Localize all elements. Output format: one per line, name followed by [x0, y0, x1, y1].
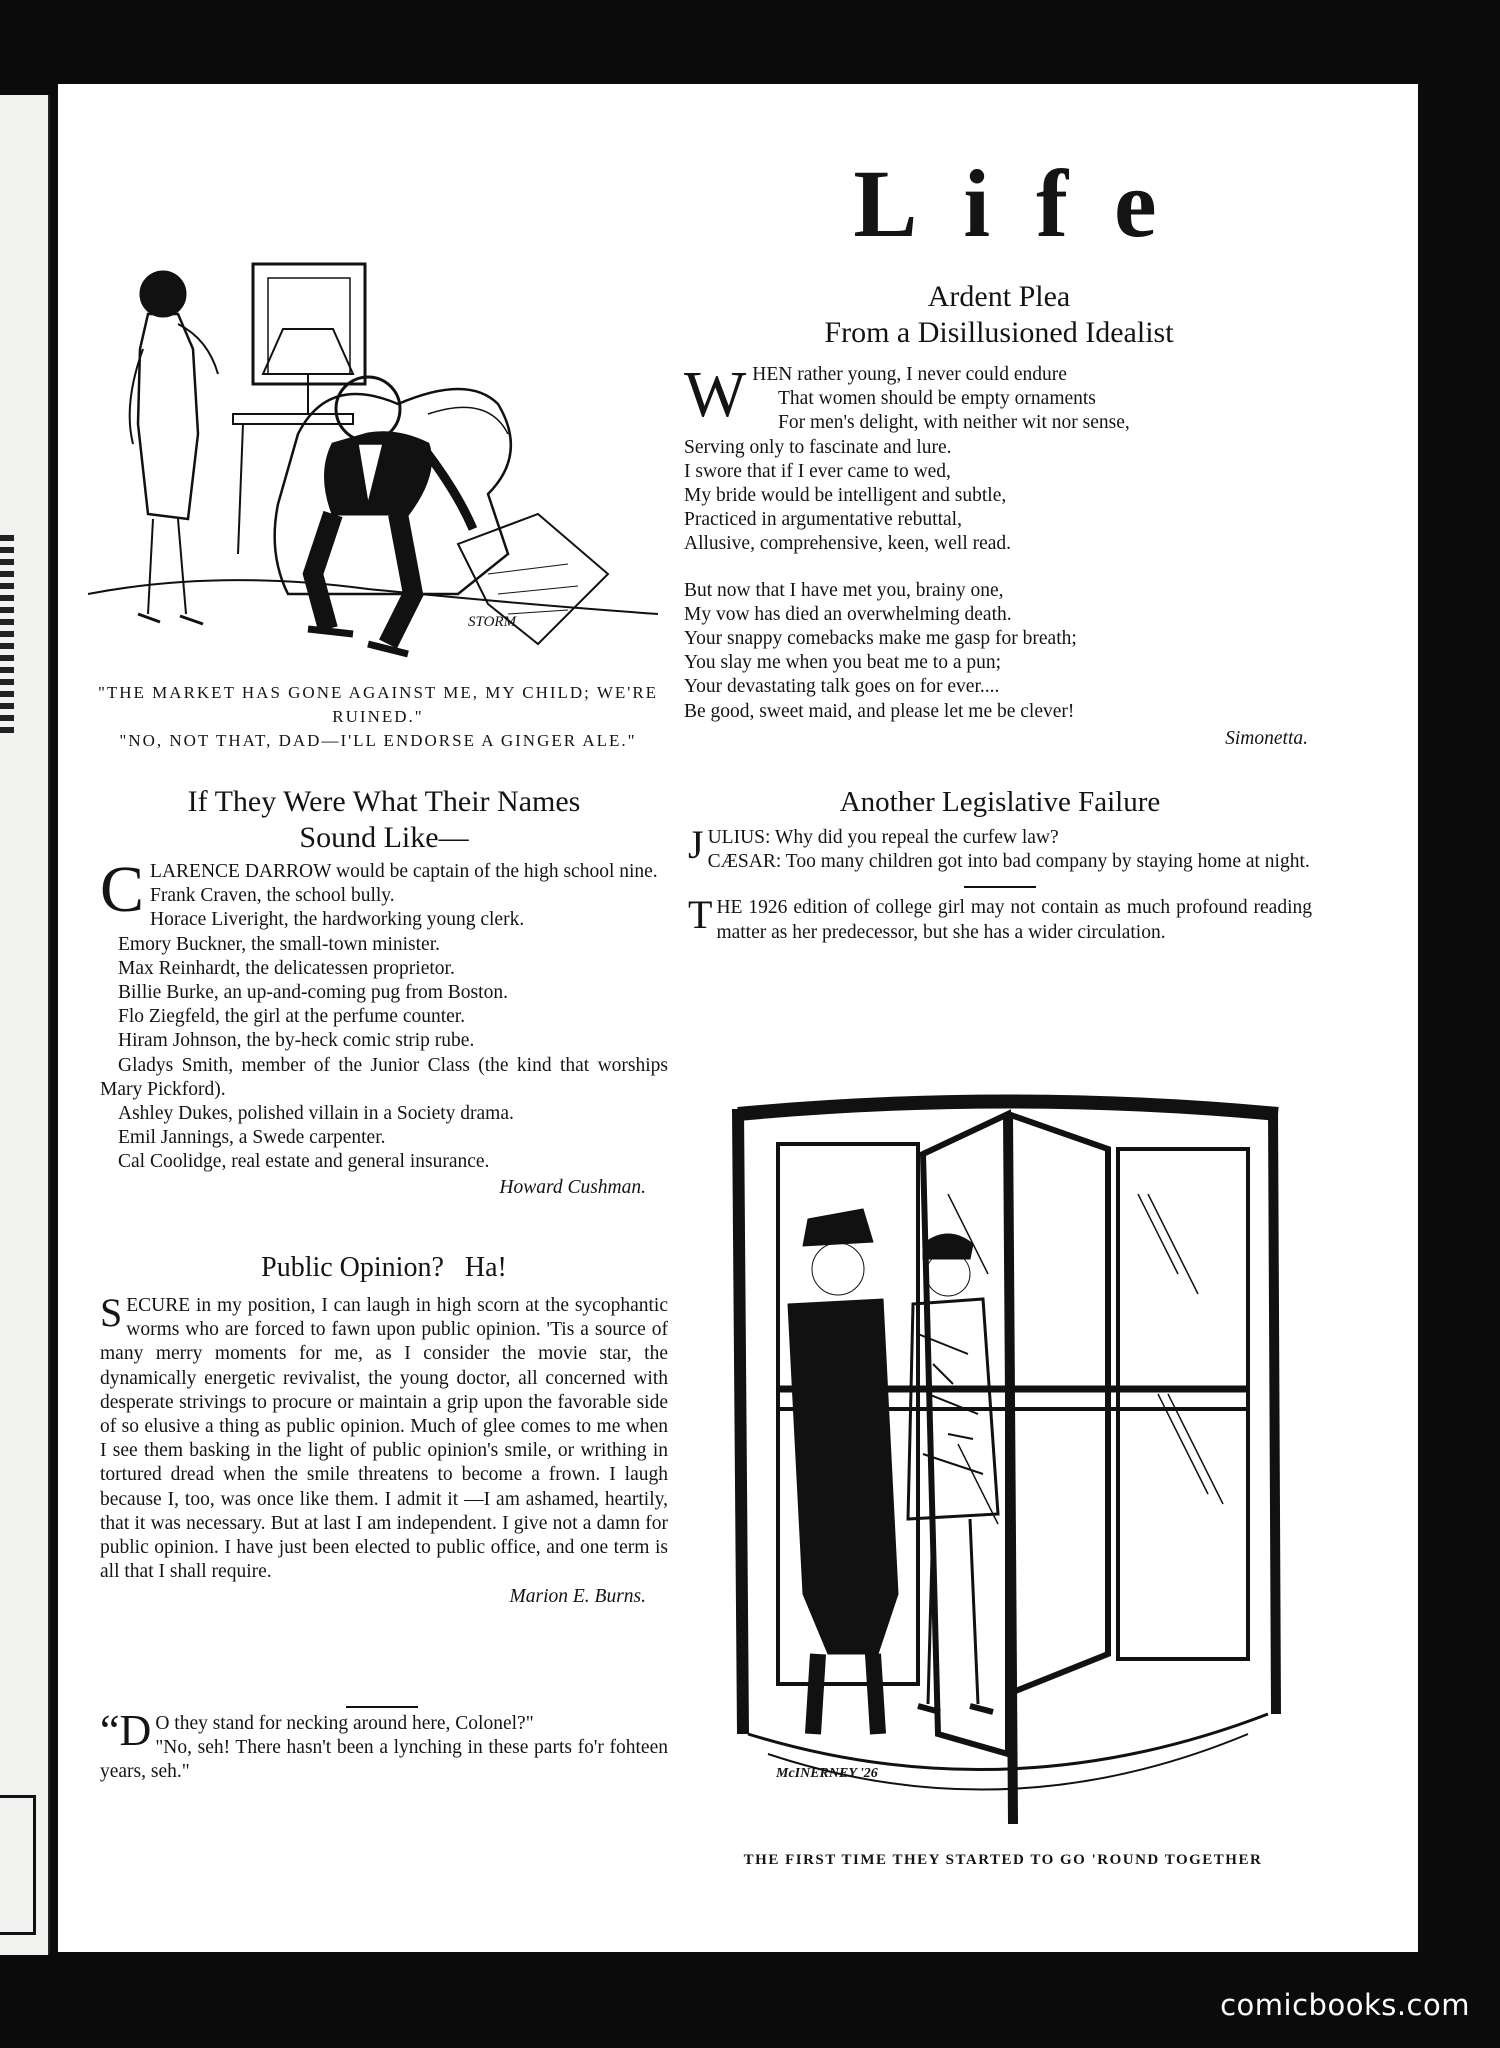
- divider: [346, 1706, 418, 1708]
- verse-line: Practiced in argumentative rebuttal,: [684, 509, 962, 531]
- opinion-article: [100, 1250, 668, 1610]
- names-signature: Howard Cushman.: [499, 1176, 646, 1198]
- dialogue-line: CÆSAR: Too many children got into bad company by staying home at night.: [707, 851, 1310, 873]
- adjacent-page-frame: [0, 1795, 36, 1935]
- dialogue-line: ULIUS: Why did you repeal the curfew law?: [707, 827, 1059, 848]
- opinion-text: [100, 1290, 668, 1584]
- list-item: Emil Jannings, a Swede carpenter.: [118, 1127, 386, 1149]
- verse-line: But now that I have met you, brainy one,: [684, 579, 1004, 601]
- college-text: [688, 892, 1312, 944]
- poem-subtitle: From a Disillusioned Idealist: [824, 316, 1174, 349]
- list-item: Horace Liveright, the hardworking young clerk.: [150, 909, 525, 931]
- verse-line: My vow has died an overwhelming death.: [684, 603, 1012, 625]
- names-list: [100, 853, 668, 1175]
- poem-stanza-1: [684, 358, 1314, 557]
- names-title: If They Were What Their Names: [187, 785, 581, 818]
- verse-line: HEN rather young, I never could endure: [752, 364, 1067, 385]
- list-item: Emory Buckner, the small-town minister.: [118, 933, 440, 955]
- cartoon-signature: STORM: [468, 614, 517, 630]
- dialogue-line: O they stand for necking around here, Colonel?": [155, 1713, 534, 1734]
- list-item: Max Reinhardt, the delicatessen proprietor.: [118, 957, 455, 979]
- poem-signature: Simonetta.: [1225, 727, 1308, 749]
- opinion-paragraph: ECURE in my position, I can laugh in high scorn at the sycophantic worms who are forced to fawn upon public opinion. 'Tis a source of many merry moments for me, as I consider the movie star, the dynamically energetic revivalist, the young doctor, all concerned with desperate strivings to procure or maintain a grip upon the favorable side of so elusive a thing as public opinion. Much of glee comes to me when I see them basking in the light of public opinion's smile, or writhing in tortured dread when the smile threatens to become a frown. I laugh because I, too, was once like them. I admit it —I am ashamed, heartily, that it was necessary. But at last I am independent. I give not a damn for public opinion. I have just been elected to public office, and one term is all that I shall require.: [100, 1295, 668, 1583]
- list-item: Frank Craven, the school bully.: [150, 885, 395, 907]
- drop-cap: S: [100, 1290, 123, 1335]
- verse-line: My bride would be intelligent and subtle,: [684, 485, 1007, 507]
- adjacent-page-edge: [0, 95, 50, 1955]
- poem-title: Ardent Plea: [927, 280, 1071, 313]
- opinion-title: Public Opinion? Ha!: [261, 1252, 507, 1283]
- list-item: Billie Burke, an up-and-coming pug from Boston.: [118, 982, 508, 1004]
- revolving-door-cartoon: [708, 1094, 1298, 1844]
- revolving-door-caption: THE FIRST TIME THEY STARTED TO GO 'ROUND TOGETHER: [743, 1852, 1263, 1868]
- site-watermark: comicbooks.com: [1220, 1988, 1470, 2022]
- verse-line: Be good, sweet maid, and please let me be clever!: [684, 700, 1075, 722]
- drop-cap: W: [684, 358, 747, 431]
- caption-line: "NO, NOT THAT, DAD—I'LL ENDORSE A GINGER ALE.": [119, 731, 637, 750]
- verse-line: Serving only to fascinate and lure.: [684, 436, 952, 458]
- cartoon-signature: McINERNEY '26: [776, 1766, 878, 1781]
- verse-line: Your snappy comebacks make me gasp for breath;: [684, 628, 1077, 650]
- market-cartoon-caption: [88, 681, 668, 753]
- legislative-title: Another Legislative Failure: [839, 786, 1161, 818]
- college-paragraph: HE 1926 edition of college girl may not contain as much profound reading matter as her predecessor, but she has a wider circulation.: [716, 897, 1312, 943]
- legislative-article: [688, 784, 1312, 945]
- verse-line: That women should be empty ornaments: [778, 388, 1096, 410]
- caption-line: "THE MARKET HAS GONE AGAINST ME, MY CHILD; WE'RE RUINED.": [97, 683, 659, 726]
- list-item: Ashley Dukes, polished villain in a Society drama.: [118, 1103, 514, 1125]
- market-cartoon: [68, 174, 678, 679]
- adjacent-page-ornament: [0, 535, 14, 735]
- list-item: Flo Ziegfeld, the girl at the perfume counter.: [118, 1006, 466, 1028]
- verse-line: For men's delight, with neither wit nor sense,: [778, 412, 1130, 434]
- list-item: Hiram Johnson, the by-heck comic strip rube.: [118, 1030, 475, 1052]
- names-subtitle: Sound Like—: [299, 821, 469, 854]
- dialogue-line: "No, seh! There hasn't been a lynching in these parts fo'r fohteen years, seh.": [100, 1737, 668, 1783]
- list-item: Cal Coolidge, real estate and general insurance.: [118, 1151, 490, 1173]
- poem-stanza-2: [684, 579, 1314, 724]
- magazine-page: [58, 84, 1418, 1952]
- legislative-text: [688, 822, 1312, 874]
- names-article: [100, 784, 668, 1201]
- drop-cap: T: [688, 892, 713, 938]
- poem-article: [684, 279, 1314, 752]
- masthead: Life: [853, 150, 1203, 257]
- opinion-signature: Marion E. Burns.: [509, 1586, 646, 1608]
- drop-cap: C: [100, 853, 145, 926]
- list-item: Gladys Smith, member of the Junior Class (the kind that worships Mary Pickford).: [100, 1054, 668, 1100]
- list-item: LARENCE DARROW would be captain of the high school nine.: [150, 861, 658, 882]
- divider: [964, 886, 1036, 888]
- verse-line: Allusive, comprehensive, keen, well read.: [684, 533, 1012, 555]
- colonel-joke: [100, 1706, 668, 1785]
- verse-line: Your devastating talk goes on for ever....: [684, 676, 1000, 698]
- drop-cap: “D: [100, 1706, 152, 1755]
- verse-line: I swore that if I ever came to wed,: [684, 460, 951, 482]
- verse-line: You slay me when you beat me to a pun;: [684, 652, 1002, 674]
- drop-cap: J: [688, 822, 704, 867]
